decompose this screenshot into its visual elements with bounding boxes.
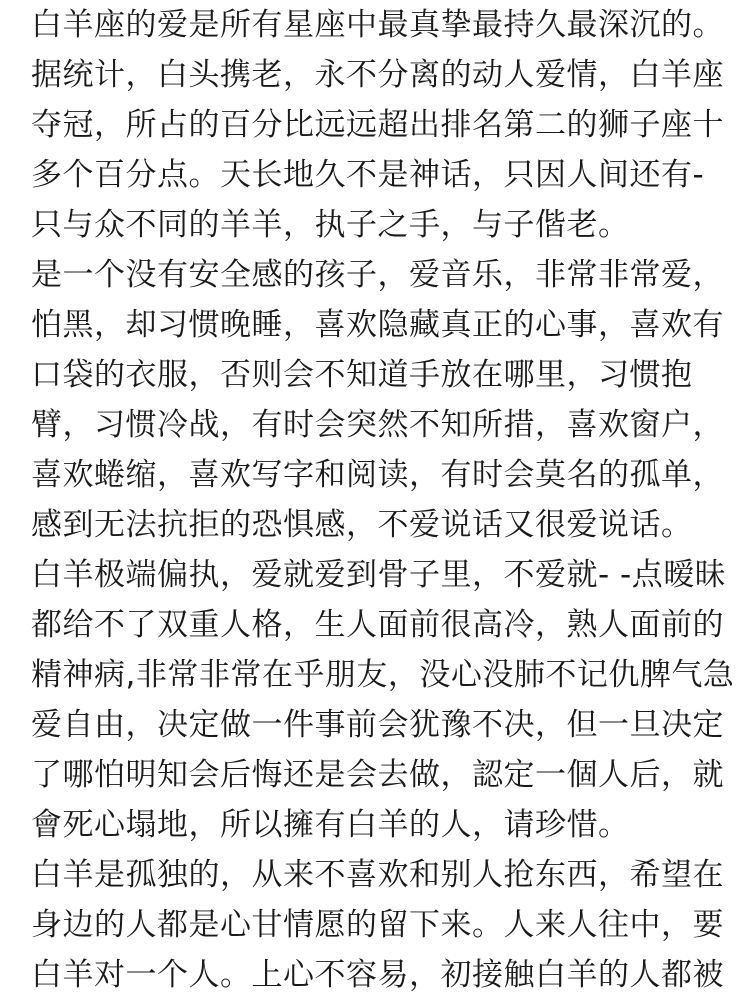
- text-line-3: 夺冠，所占的百分比远远超出排名第二的狮子座十: [31, 107, 724, 143]
- text-line-10: 喜欢蜷缩，喜欢写字和阅读，有时会莫名的孤单，: [31, 457, 724, 493]
- text-line-16: 了哪怕明知会后悔还是会去做，認定一個人后，就: [31, 757, 724, 793]
- text-line-6: 是一个没有安全感的孩子，爱音乐，非常非常爱，: [31, 257, 724, 293]
- text-line-2: 据统计，白头携老，永不分离的动人爱情，白羊座: [31, 57, 724, 93]
- text-line-5: 只与众不同的羊羊，执子之手，与子偕老。: [31, 207, 630, 243]
- text-line-17: 會死心塌地，所以擁有白羊的人，请珍惜。: [31, 807, 630, 843]
- text-line-18: 白羊是孤独的，从来不喜欢和别人抢东西，希望在: [31, 857, 724, 893]
- text-line-20: 白羊对一个人。上心不容易，初接触白羊的人都被: [31, 957, 724, 993]
- text-line-1: 白羊座的爱是所有星座中最真挚最持久最深沉的。: [31, 7, 724, 43]
- text-line-7: 怕黑，却习惯晚睡，喜欢隐藏真正的心事，喜欢有: [31, 307, 724, 343]
- text-line-14: 精神病,非常非常在乎朋友，没心没肺不记仇脾气急: [31, 657, 735, 693]
- text-line-9: 臂，习惯冷战，有时会突然不知所措，喜欢窗户，: [31, 407, 724, 443]
- text-line-12: 白羊极端偏执，爱就爱到骨子里，不爱就- -点暧昧: [31, 557, 727, 593]
- text-line-13: 都给不了双重人格，生人面前很高冷，熟人面前的: [31, 607, 724, 643]
- text-line-15: 爱自由，决定做一件事前会犹豫不决，但一旦决定: [31, 707, 724, 743]
- text-line-4: 多个百分点。天长地久不是神话，只因人间还有-: [31, 157, 705, 193]
- text-line-11: 感到无法抗拒的恐惧感，不爱说话又很爱说话。: [31, 507, 693, 543]
- text-line-19: 身边的人都是心甘情愿的留下来。人来人往中，要: [31, 907, 724, 943]
- text-line-8: 口袋的衣服，否则会不知道手放在哪里，习惯抱: [31, 357, 693, 393]
